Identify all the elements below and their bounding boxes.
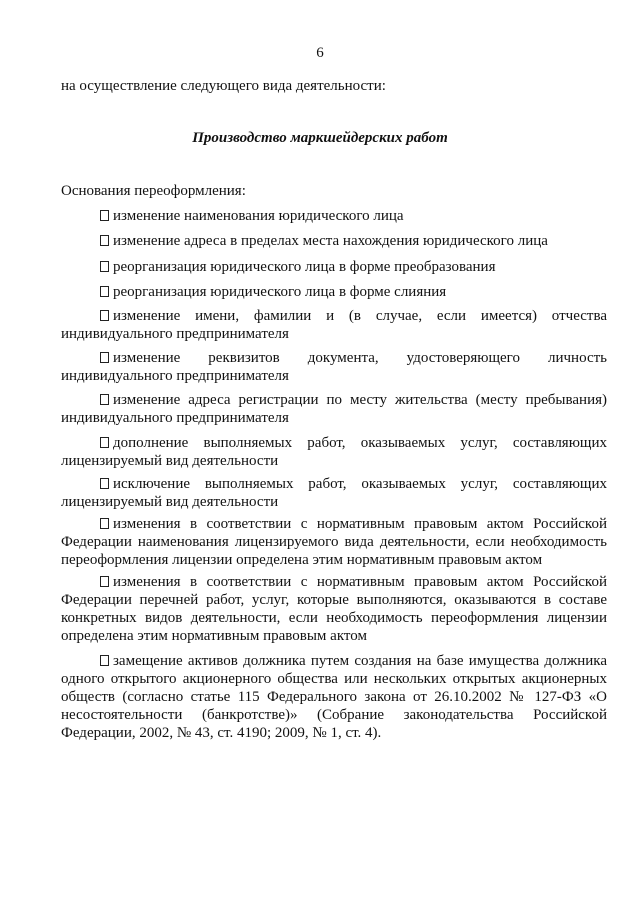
- list-item-text: изменения в соответствии с нормативным правовым актом Российской Федерации наименования лицензируемого вида деятельности, если необходимость переоформления лицензии определена этим нормативным правовым актом: [61, 516, 607, 568]
- list-item: [61, 434, 607, 470]
- list-item: [61, 307, 607, 343]
- list-item-text: исключение выполняемых работ, оказываемых услуг, составляющих лицензируемый вид деятельности: [61, 476, 607, 510]
- list-item: [61, 573, 607, 645]
- list-item: [100, 258, 640, 276]
- intro-text: на осуществление следующего вида деятельности:: [61, 78, 386, 94]
- list-item-text: изменение имени, фамилии и (в случае, если имеется) отчества индивидуального предпринимателя: [61, 308, 607, 342]
- list-item-text: замещение активов должника путем создания на базе имущества должника одного открытого акционерного общества или нескольких открытых акционерных обществ (согласно статье 115 Федерального закона от 26.10.2002 № 127-ФЗ «О несостоятельности (банкротстве)» (Собрание законодательства Российской Федерации, 2002, № 43, ст. 4190; 2009, № 1, ст. 4).: [61, 653, 607, 741]
- list-item-text: изменение реквизитов документа, удостоверяющего личность индивидуального предпринимателя: [61, 350, 607, 384]
- checkbox-icon[interactable]: [100, 261, 109, 272]
- checkbox-icon[interactable]: [100, 235, 109, 246]
- checkbox-icon[interactable]: [100, 394, 109, 405]
- list-item: [100, 232, 640, 250]
- list-item: [100, 283, 640, 301]
- checkbox-icon[interactable]: [100, 437, 109, 448]
- list-item-text: изменения в соответствии с нормативным правовым актом Российской Федерации перечней работ, услуг, которые выполняются, оказываются в составе конкретных видов деятельности, если необходимость переоформления лицензии определена этим нормативным правовым актом: [61, 574, 607, 644]
- checkbox-icon[interactable]: [100, 655, 109, 666]
- checkbox-icon[interactable]: [100, 352, 109, 363]
- list-item-text: реорганизация юридического лица в форме слияния: [113, 284, 447, 300]
- list-item: [100, 207, 640, 225]
- activity-heading: Производство маркшейдерских работ: [192, 130, 448, 146]
- grounds-label: Основания переоформления:: [61, 183, 246, 199]
- list-item-text: изменение адреса регистрации по месту жительства (месту пребывания) индивидуального предпринимателя: [61, 392, 607, 426]
- checkbox-icon[interactable]: [100, 286, 109, 297]
- checkbox-icon[interactable]: [100, 310, 109, 321]
- page-number: 6: [316, 45, 324, 61]
- checkbox-icon[interactable]: [100, 478, 109, 489]
- list-item-text: изменение адреса в пределах места нахождения юридического лица: [113, 233, 548, 249]
- checkbox-icon[interactable]: [100, 210, 109, 221]
- checkbox-icon[interactable]: [100, 518, 109, 529]
- list-item-text: изменение наименования юридического лица: [113, 208, 404, 224]
- list-item-text: реорганизация юридического лица в форме преобразования: [113, 259, 496, 275]
- checkbox-icon[interactable]: [100, 576, 109, 587]
- list-item: [61, 391, 607, 427]
- list-item: [61, 349, 607, 385]
- list-item: [61, 475, 607, 511]
- list-item: [61, 652, 607, 742]
- list-item: [61, 515, 607, 569]
- list-item-text: дополнение выполняемых работ, оказываемых услуг, составляющих лицензируемый вид деятельности: [61, 435, 607, 469]
